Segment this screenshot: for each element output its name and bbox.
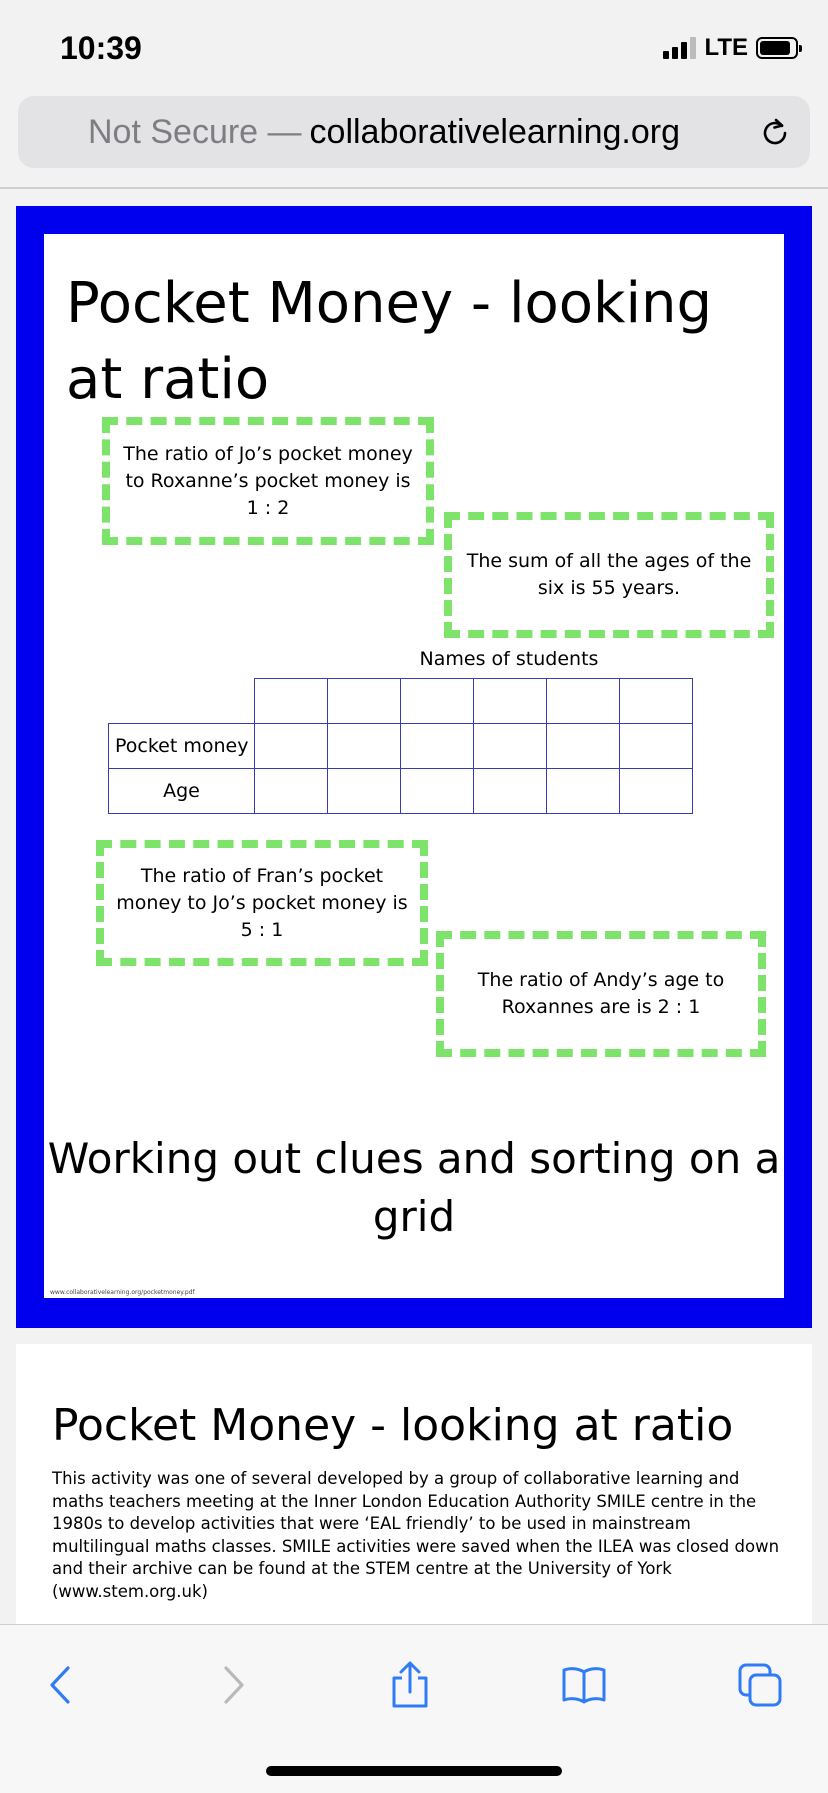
status-indicators — [663, 34, 798, 62]
row-label-pocket-money: Pocket money — [109, 724, 255, 769]
grid-cell — [401, 724, 474, 769]
bookmarks-button[interactable] — [554, 1655, 614, 1715]
grid-cell — [620, 769, 693, 814]
clue-text: The ratio of Fran’s pocket money to Jo’s pocket money is 5 : 1 — [116, 864, 408, 941]
back-button[interactable] — [30, 1655, 90, 1715]
signal-icon — [663, 37, 696, 59]
clue-card — [444, 512, 774, 638]
url-domain: collaborativelearning.org — [309, 112, 680, 151]
grid-cell — [547, 769, 620, 814]
status-bar — [0, 0, 828, 95]
row-label-age: Age — [109, 769, 255, 814]
grid-cell — [547, 724, 620, 769]
grid-cell — [474, 724, 547, 769]
bookmarks-icon — [560, 1664, 608, 1706]
security-label: Not Secure — — [88, 112, 302, 151]
grid-cell — [328, 724, 401, 769]
reload-icon[interactable] — [758, 116, 792, 150]
grid-row-pocket-money — [109, 724, 693, 769]
grid-cell — [547, 679, 620, 724]
forward-button[interactable] — [204, 1655, 264, 1715]
grid-header-row — [109, 679, 693, 724]
worksheet-slide — [16, 206, 812, 1328]
network-label: LTE — [704, 34, 748, 61]
article-body: This activity was one of several developed by a group of collaborative learning and maths teachers meeting at the Inner London Education Authority SMILE centre in the 1980s to develop activities that were ‘EAL friendly’ to be used in mainstream multilingual maths classes. SMILE activities were saved when the ILEA was closed down and their archive can be found at the STEM centre at the University of York (www.stem.org.uk) — [52, 1469, 780, 1601]
clue-text: The ratio of Andy’s age to Roxannes are is 2 : 1 — [477, 969, 725, 1018]
url-display[interactable] — [18, 96, 750, 168]
slide-title: Pocket Money - looking at ratio — [66, 271, 713, 412]
home-indicator[interactable] — [266, 1766, 562, 1776]
article-title: Pocket Money - looking at ratio — [52, 1400, 734, 1451]
grid-cell — [620, 724, 693, 769]
grid-cell — [474, 679, 547, 724]
grid-cell — [401, 679, 474, 724]
clue-card — [96, 840, 428, 966]
address-divider — [0, 187, 828, 189]
grid-cell — [255, 724, 328, 769]
address-bar[interactable] — [18, 96, 810, 168]
grid-row-age — [109, 769, 693, 814]
share-icon — [388, 1660, 432, 1710]
status-time: 10:39 — [60, 30, 142, 66]
clue-text: The ratio of Jo’s pocket money to Roxanne’s pocket money is 1 : 2 — [123, 442, 413, 519]
grid-cell — [620, 679, 693, 724]
battery-icon — [756, 37, 798, 59]
grid-corner — [109, 679, 255, 724]
clue-card — [102, 417, 434, 545]
slide-content — [44, 234, 784, 1298]
clue-text: The sum of all the ages of the six is 55 years. — [466, 550, 752, 599]
grid-cell — [328, 679, 401, 724]
back-icon — [44, 1664, 76, 1706]
grid-cell — [255, 769, 328, 814]
grid-cell — [474, 769, 547, 814]
slide-subtitle: Working out clues and sorting on a grid — [47, 1134, 781, 1241]
grid-cell — [328, 769, 401, 814]
slide-footer-url: www.collaborativelearning.org/pocketmoney.pdf — [50, 1289, 195, 1296]
clue-card — [436, 931, 766, 1057]
student-grid — [108, 678, 693, 814]
grid-cell — [401, 769, 474, 814]
grid-cell — [255, 679, 328, 724]
tabs-button[interactable] — [730, 1655, 790, 1715]
grid-caption: Names of students — [419, 648, 599, 670]
forward-icon — [218, 1664, 250, 1706]
tabs-icon — [736, 1661, 784, 1709]
share-button[interactable] — [380, 1655, 440, 1715]
article — [16, 1344, 812, 1644]
